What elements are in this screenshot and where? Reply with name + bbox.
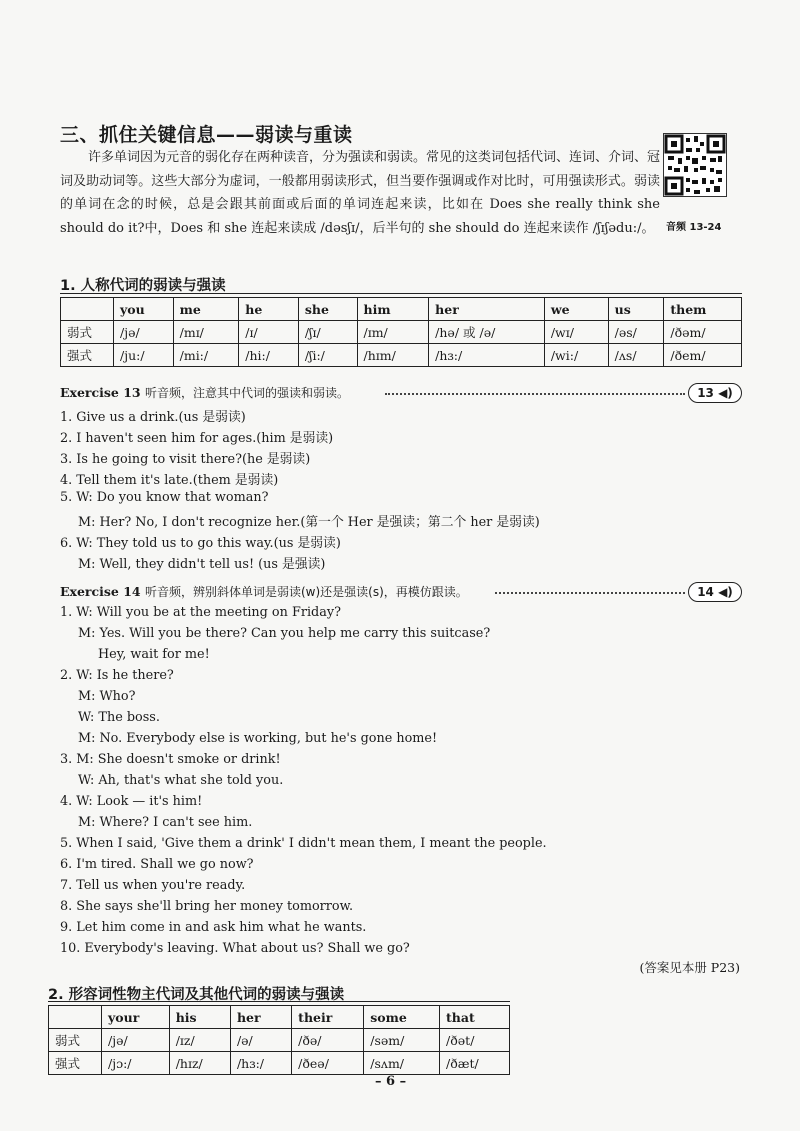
list-item: 5. When I said, 'Give them a drink' I didn't mean them, I meant the people. (60, 836, 547, 851)
section-title: 三、抓住关键信息——弱读与重读 (60, 124, 353, 146)
list-item: 6. W: They told us to go this way.(us 是弱读) (60, 536, 341, 551)
audio-track-14-button[interactable]: 14 ◀) (688, 582, 742, 602)
list-item: 1. Give us a drink.(us 是弱读) (60, 410, 246, 425)
table-row (49, 1052, 510, 1075)
audio-track-13-button[interactable]: 13 ◀) (688, 383, 742, 403)
table-cell: /hɜ:/ (230, 1052, 291, 1075)
list-item: 10. Everybody's leaving. What about us? Shall we go? (60, 941, 410, 956)
leader-dots (385, 393, 685, 395)
list-item: W: The boss. (78, 710, 160, 725)
table-cell: we (544, 298, 608, 321)
table-cell: /hi:/ (239, 344, 299, 367)
table-cell: /ðeə/ (292, 1052, 364, 1075)
table-cell: them (664, 298, 742, 321)
table-cell (61, 298, 114, 321)
table-cell: /mɪ/ (173, 321, 239, 344)
table-cell: 弱式 (61, 321, 114, 344)
table-cell (49, 1006, 102, 1029)
table-cell: /ðəm/ (664, 321, 742, 344)
list-item: M: No. Everybody else is working, but he's gone home! (78, 731, 438, 746)
table-cell: her (230, 1006, 291, 1029)
list-item: M: Well, they didn't tell us! (us 是强读) (78, 557, 326, 572)
list-item: M: Where? I can't see him. (78, 815, 253, 830)
table-cell: /ðə/ (292, 1029, 364, 1052)
table-cell: /sʌm/ (364, 1052, 440, 1075)
list-item: 4. W: Look — it's him! (60, 794, 203, 809)
table-cell: some (364, 1006, 440, 1029)
table-cell: /wɪ/ (544, 321, 608, 344)
table-cell: his (169, 1006, 230, 1029)
table-cell: /ɪz/ (169, 1029, 230, 1052)
table-cell: /hɪz/ (169, 1052, 230, 1075)
list-item: 3. Is he going to visit there?(he 是弱读) (60, 452, 311, 467)
table-cell: 强式 (49, 1052, 102, 1075)
table-cell: 弱式 (49, 1029, 102, 1052)
table-row (61, 321, 742, 344)
table-cell: /mi:/ (173, 344, 239, 367)
table-cell: us (608, 298, 664, 321)
intro-paragraph: 许多单词因为元音的弱化存在两种读音，分为强读和弱读。常见的这类词包括代词、连词、介词、冠词及助动词等。这些大部分为虚词，一般都用弱读形式，但当要作强调或作对比时，可用强读形式。弱读的单词在念的时候，总是会跟其前面或后面的单词连起来读，比如在 Does she really think she should do it?中，Does 和 she 连起来读成 /dəsʃɪ/，后半句的 she should do 连起来读作 /ʃɪʃədu:/。 (60, 150, 661, 236)
table-cell: /ʌs/ (608, 344, 664, 367)
table-row (61, 344, 742, 367)
table-row (61, 298, 742, 321)
table2-title: 2. 形容词性物主代词及其他代词的弱读与强读 (48, 987, 345, 1003)
table-cell: he (239, 298, 299, 321)
table-cell: /hɪm/ (357, 344, 429, 367)
table-cell: /ðət/ (440, 1029, 510, 1052)
table-cell: that (440, 1006, 510, 1029)
page-number: – 6 – (375, 1074, 407, 1089)
list-item: Hey, wait for me! (98, 647, 210, 662)
possessive-table (48, 1005, 510, 1075)
list-item: M: Yes. Will you be there? Can you help me carry this suitcase? (78, 626, 491, 641)
table-cell: /səm/ (364, 1029, 440, 1052)
exercise13-instruction: 听音频，注意其中代词的强读和弱读。 (144, 386, 349, 400)
exercise14-label: Exercise 14 (60, 584, 141, 599)
table-cell: she (298, 298, 357, 321)
table-cell: their (292, 1006, 364, 1029)
list-item: 8. She says she'll bring her money tomorrow. (60, 899, 354, 914)
answer-note: (答案见本册 P23) (639, 960, 740, 975)
table-cell: /əs/ (608, 321, 664, 344)
table-cell: 强式 (61, 344, 114, 367)
table-cell: you (114, 298, 174, 321)
table-cell: /wi:/ (544, 344, 608, 367)
list-item: 6. I'm tired. Shall we go now? (60, 857, 254, 872)
list-item: 2. W: Is he there? (60, 668, 174, 683)
list-item: W: Ah, that's what she told you. (78, 773, 284, 788)
table-cell: /ə/ (230, 1029, 291, 1052)
list-item: 1. W: Will you be at the meeting on Friday? (60, 605, 341, 620)
table-cell: /jə/ (102, 1029, 170, 1052)
table-cell: /hɜ:/ (429, 344, 545, 367)
table-row (49, 1006, 510, 1029)
exercise13-heading (60, 384, 349, 401)
table-cell: /jə/ (114, 321, 174, 344)
list-item: 7. Tell us when you're ready. (60, 878, 246, 893)
table-cell: your (102, 1006, 170, 1029)
list-item: 4. Tell them it's late.(them 是弱读) (60, 473, 279, 488)
table-cell: her (429, 298, 545, 321)
leader-dots (495, 592, 685, 594)
table-cell: /jɔ:/ (102, 1052, 170, 1075)
qr-code-icon[interactable] (663, 133, 727, 197)
table-cell: /ðæt/ (440, 1052, 510, 1075)
list-item: M: Her? No, I don't recognize her.(第一个 Her 是强读；第二个 her 是弱读) (78, 515, 540, 530)
table-row (49, 1029, 510, 1052)
table-cell: /ʃɪ/ (298, 321, 357, 344)
table-cell: /ʃi:/ (298, 344, 357, 367)
table-cell: /ɪ/ (239, 321, 299, 344)
table-cell: /ju:/ (114, 344, 174, 367)
pronoun-table (60, 297, 742, 367)
list-item: 9. Let him come in and ask him what he wants. (60, 920, 367, 935)
exercise14-heading (60, 583, 468, 600)
audio-label: 音频 13-24 (666, 222, 722, 233)
table-cell: /ðem/ (664, 344, 742, 367)
table1-title: 1. 人称代词的弱读与强读 (60, 278, 226, 294)
list-item: M: Who? (78, 689, 136, 704)
table-cell: /ɪm/ (357, 321, 429, 344)
exercise14-instruction: 听音频，辨别斜体单词是弱读(w)还是强读(s)，再模仿跟读。 (144, 585, 468, 599)
list-item: 2. I haven't seen him for ages.(him 是弱读) (60, 431, 334, 446)
list-item: 5. W: Do you know that woman? (60, 490, 269, 505)
table-cell: him (357, 298, 429, 321)
table-cell: /hə/ 或 /ə/ (429, 321, 545, 344)
list-item: 3. M: She doesn't smoke or drink! (60, 752, 281, 767)
table-cell: me (173, 298, 239, 321)
exercise13-label: Exercise 13 (60, 385, 141, 400)
